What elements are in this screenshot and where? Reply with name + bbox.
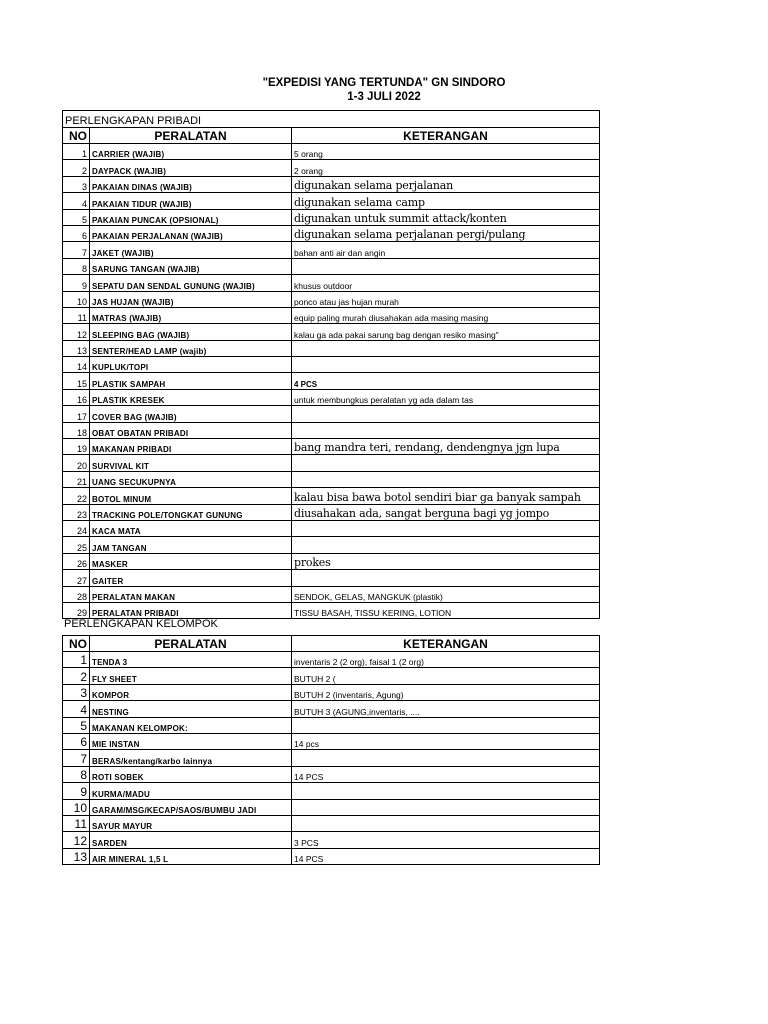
table-row [63,193,600,209]
peralatan-cell: OBAT OBATAN PRIBADI [90,422,292,438]
peralatan-cell: PAKAIAN PERJALANAN (WAJIB) [90,225,292,241]
keterangan-cell: digunakan untuk summit attack/konten [292,209,600,225]
peralatan-cell: KURMA/MADU [90,783,292,799]
peralatan-cell: TRACKING POLE/TONGKAT GUNUNG [90,504,292,520]
row-number: 1 [63,144,90,160]
header-no: NO [63,636,90,652]
keterangan-cell: untuk membungkus peralatan yg ada dalam tas [292,389,600,405]
table-row [63,422,600,438]
row-number: 28 [63,586,90,602]
table-row [63,373,600,389]
row-number: 10 [63,291,90,307]
peralatan-cell: JAKET (WAJIB) [90,242,292,258]
table-row [63,340,600,356]
row-number: 7 [63,242,90,258]
peralatan-cell: PERALATAN MAKAN [90,586,292,602]
row-number: 4 [63,701,90,717]
row-number: 23 [63,504,90,520]
keterangan-cell [292,783,600,799]
peralatan-cell: GAITER [90,570,292,586]
row-number: 9 [63,275,90,291]
row-number: 19 [63,439,90,455]
keterangan-cell: khusus outdoor [292,275,600,291]
peralatan-cell: DAYPACK (WAJIB) [90,160,292,176]
keterangan-cell: equip paling murah diusahakan ada masing masing [292,307,600,323]
row-number: 17 [63,406,90,422]
keterangan-cell [292,750,600,766]
peralatan-cell: TENDA 3 [90,652,292,668]
peralatan-cell: PLASTIK SAMPAH [90,373,292,389]
peralatan-cell: CARRIER (WAJIB) [90,144,292,160]
keterangan-cell [292,815,600,831]
table-row [63,586,600,602]
peralatan-cell: JAS HUJAN (WAJIB) [90,291,292,307]
row-number: 29 [63,602,90,618]
keterangan-cell [292,258,600,274]
row-number: 10 [63,799,90,815]
table-row [63,160,600,176]
keterangan-cell: SENDOK, GELAS, MANGKUK (plastik) [292,586,600,602]
row-number: 6 [63,733,90,749]
row-number: 7 [63,750,90,766]
peralatan-cell: ROTI SOBEK [90,766,292,782]
keterangan-cell: TISSU BASAH, TISSU KERING, LOTION [292,602,600,618]
peralatan-cell: MATRAS (WAJIB) [90,307,292,323]
row-number: 13 [63,848,90,864]
header-peralatan: PERALATAN [90,128,292,144]
table-row [63,750,600,766]
row-number: 24 [63,520,90,536]
keterangan-cell: BUTUH 2 (inventaris, Agung) [292,684,600,700]
table-row [63,176,600,192]
table-row [63,553,600,569]
table-row [63,324,600,340]
keterangan-cell [292,406,600,422]
row-number: 27 [63,570,90,586]
keterangan-cell [292,520,600,536]
peralatan-cell: BERAS/kentang/karbo lainnya [90,750,292,766]
row-number: 12 [63,832,90,848]
title-line-1: "EXPEDISI YANG TERTUNDA" GN SINDORO [262,77,506,89]
peralatan-cell: COVER BAG (WAJIB) [90,406,292,422]
table-row [63,783,600,799]
title-line-2: 1-3 JULI 2022 [347,91,421,103]
table-row [63,275,600,291]
keterangan-cell [292,422,600,438]
peralatan-cell: SURVIVAL KIT [90,455,292,471]
keterangan-cell: 3 PCS [292,832,600,848]
table-row [63,537,600,553]
header-peralatan: PERALATAN [90,636,292,652]
keterangan-cell [292,537,600,553]
peralatan-cell: PAKAIAN PUNCAK (OPSIONAL) [90,209,292,225]
header-keterangan: KETERANGAN [292,128,600,144]
keterangan-cell [292,717,600,733]
row-number: 5 [63,717,90,733]
table-row [63,832,600,848]
peralatan-cell: AIR MINERAL 1,5 L [90,848,292,864]
row-number: 13 [63,340,90,356]
row-number: 26 [63,553,90,569]
row-number: 2 [63,668,90,684]
row-number: 11 [63,815,90,831]
keterangan-cell: bahan anti air dan angin [292,242,600,258]
table-row [63,488,600,504]
table-row [63,504,600,520]
table-row [63,520,600,536]
table-row [63,815,600,831]
keterangan-cell: digunakan selama perjalanan pergi/pulang [292,225,600,241]
peralatan-cell: MAKANAN KELOMPOK: [90,717,292,733]
keterangan-cell: BUTUH 3 (AGUNG,inventaris, .... [292,701,600,717]
row-number: 8 [63,258,90,274]
table-row [63,439,600,455]
peralatan-cell: SARUNG TANGAN (WAJIB) [90,258,292,274]
table-row [63,733,600,749]
peralatan-cell: UANG SECUKUPNYA [90,471,292,487]
table-row [63,209,600,225]
keterangan-cell: 2 orang [292,160,600,176]
keterangan-cell [292,455,600,471]
row-number: 20 [63,455,90,471]
keterangan-cell: ponco atau jas hujan murah [292,291,600,307]
row-number: 11 [63,307,90,323]
keterangan-cell: prokes [292,553,600,569]
keterangan-cell: diusahakan ada, sangat berguna bagi yg jompo [292,504,600,520]
keterangan-cell: BUTUH 2 ( [292,668,600,684]
keterangan-cell: digunakan selama perjalanan [292,176,600,192]
peralatan-cell: PAKAIAN DINAS (WAJIB) [90,176,292,192]
keterangan-cell: inventaris 2 (2 org), faisal 1 (2 org) [292,652,600,668]
table-row [63,652,600,668]
peralatan-cell: KACA MATA [90,520,292,536]
peralatan-cell: BOTOL MINUM [90,488,292,504]
peralatan-cell: FLY SHEET [90,668,292,684]
row-number: 18 [63,422,90,438]
row-number: 1 [63,652,90,668]
keterangan-cell [292,471,600,487]
table-row [63,225,600,241]
table-row [63,799,600,815]
row-number: 2 [63,160,90,176]
table-row [63,406,600,422]
row-number: 15 [63,373,90,389]
row-number: 3 [63,176,90,192]
table-row [63,144,600,160]
row-number: 6 [63,225,90,241]
table-perlengkapan-kelompok [62,635,600,865]
keterangan-cell [292,570,600,586]
peralatan-cell: SAYUR MAYUR [90,815,292,831]
peralatan-cell: GARAM/MSG/KECAP/SAOS/BUMBU JADI [90,799,292,815]
peralatan-cell: MASKER [90,553,292,569]
keterangan-cell [292,799,600,815]
table-row [63,766,600,782]
peralatan-cell: NESTING [90,701,292,717]
keterangan-cell: kalau bisa bawa botol sendiri biar ga banyak sampah [292,488,600,504]
peralatan-cell: PLASTIK KRESEK [90,389,292,405]
row-number: 5 [63,209,90,225]
table-row [63,570,600,586]
row-number: 4 [63,193,90,209]
keterangan-cell: 14 PCS [292,848,600,864]
table-row [63,717,600,733]
keterangan-cell: 5 orang [292,144,600,160]
row-number: 3 [63,684,90,700]
table-row [63,684,600,700]
row-number: 14 [63,357,90,373]
peralatan-cell: SENTER/HEAD LAMP (wajib) [90,340,292,356]
peralatan-cell: SLEEPING BAG (WAJIB) [90,324,292,340]
table-row [63,307,600,323]
table-row [63,389,600,405]
table-row [63,242,600,258]
keterangan-cell: bang mandra teri, rendang, dendengnya jgn lupa [292,439,600,455]
keterangan-cell: 14 pcs [292,733,600,749]
row-number: 21 [63,471,90,487]
document-title [0,76,768,104]
peralatan-cell: KOMPOR [90,684,292,700]
table-row [63,602,600,618]
row-number: 22 [63,488,90,504]
keterangan-cell: digunakan selama camp [292,193,600,209]
table-row [63,455,600,471]
table-perlengkapan-pribadi [62,110,600,619]
section-title-pribadi: PERLENGKAPAN PRIBADI [63,111,600,128]
keterangan-cell: kalau ga ada pakai sarung bag dengan resiko masing" [292,324,600,340]
keterangan-cell: 14 PCS [292,766,600,782]
table-row [63,848,600,864]
row-number: 8 [63,766,90,782]
table-row [63,357,600,373]
table-row [63,258,600,274]
peralatan-cell: PERALATAN PRIBADI [90,602,292,618]
peralatan-cell: JAM TANGAN [90,537,292,553]
peralatan-cell: KUPLUK/TOPI [90,357,292,373]
table-row [63,471,600,487]
keterangan-cell: 4 PCS [292,373,600,389]
row-number: 16 [63,389,90,405]
peralatan-cell: MIE INSTAN [90,733,292,749]
keterangan-cell [292,357,600,373]
row-number: 9 [63,783,90,799]
row-number: 12 [63,324,90,340]
section-title-kelompok: PERLENGKAPAN KELOMPOK [64,618,218,630]
table-row [63,668,600,684]
table-row [63,701,600,717]
peralatan-cell: SARDEN [90,832,292,848]
peralatan-cell: SEPATU DAN SENDAL GUNUNG (WAJIB) [90,275,292,291]
header-no: NO [63,128,90,144]
header-keterangan: KETERANGAN [292,636,600,652]
keterangan-cell [292,340,600,356]
row-number: 25 [63,537,90,553]
table-row [63,291,600,307]
peralatan-cell: MAKANAN PRIBADI [90,439,292,455]
peralatan-cell: PAKAIAN TIDUR (WAJIB) [90,193,292,209]
